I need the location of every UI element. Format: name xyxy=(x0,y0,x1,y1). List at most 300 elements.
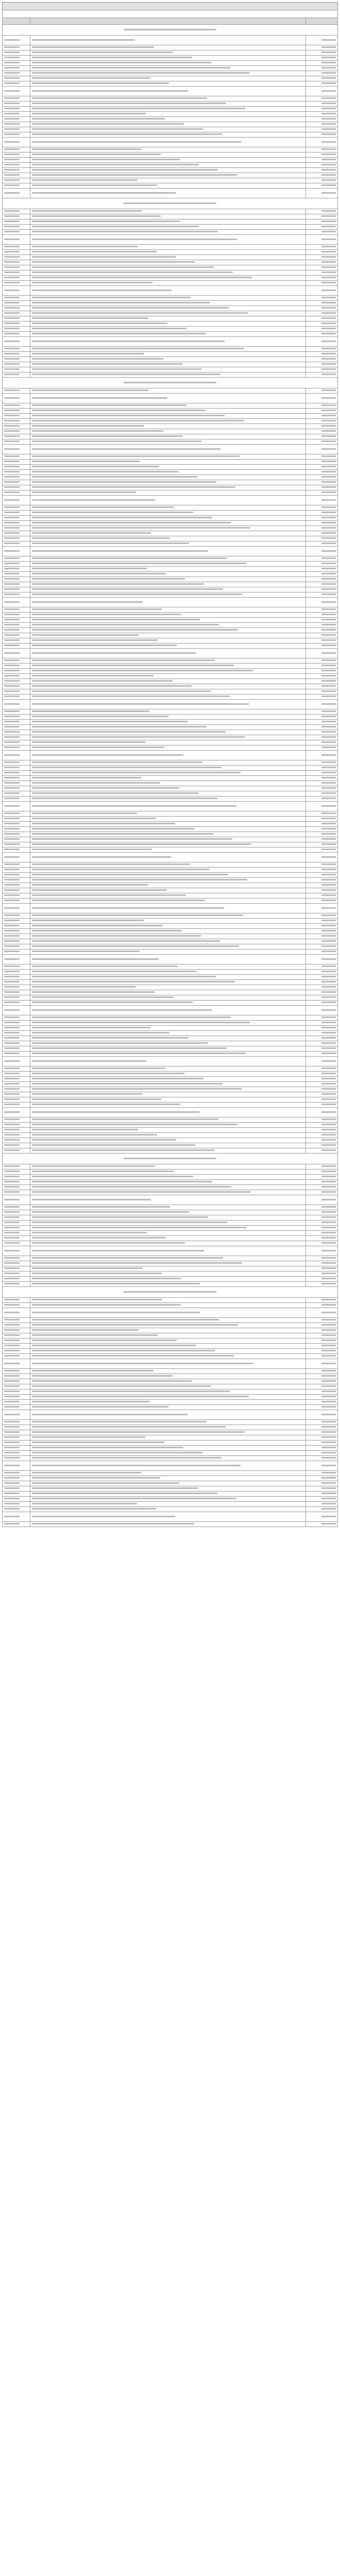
table-row xyxy=(3,178,338,183)
service-price xyxy=(306,434,338,439)
section-title xyxy=(3,25,338,36)
service-price xyxy=(306,1026,338,1031)
service-price xyxy=(306,1210,338,1215)
placeholder-text xyxy=(4,1312,20,1313)
service-code xyxy=(3,817,30,822)
service-price xyxy=(306,1507,338,1512)
placeholder-text xyxy=(4,696,20,697)
placeholder-text xyxy=(32,440,201,442)
placeholder-text xyxy=(321,1523,336,1524)
service-code xyxy=(3,332,30,337)
service-name xyxy=(30,36,306,45)
placeholder-text xyxy=(4,583,20,585)
placeholder-text xyxy=(32,1216,208,1218)
placeholder-text xyxy=(321,1047,336,1049)
placeholder-text xyxy=(321,645,336,646)
placeholder-text xyxy=(321,532,336,534)
table-row xyxy=(3,337,338,347)
table-row xyxy=(3,270,338,276)
table-row xyxy=(3,674,338,679)
placeholder-text xyxy=(321,179,336,181)
service-name xyxy=(30,760,306,766)
placeholder-text xyxy=(321,251,336,252)
placeholder-text xyxy=(4,221,20,222)
placeholder-text xyxy=(32,1144,195,1146)
placeholder-text xyxy=(32,404,186,406)
table-row xyxy=(3,613,338,618)
placeholder-text xyxy=(321,1216,336,1218)
service-code xyxy=(3,286,30,296)
table-row xyxy=(3,582,338,587)
placeholder-text xyxy=(4,72,20,74)
table-row xyxy=(3,1389,338,1395)
service-price xyxy=(306,316,338,321)
service-price xyxy=(306,822,338,827)
placeholder-text xyxy=(4,333,20,334)
service-price xyxy=(306,255,338,260)
service-price xyxy=(306,735,338,740)
service-price xyxy=(306,964,338,970)
service-code xyxy=(3,132,30,138)
service-name xyxy=(30,101,306,107)
placeholder-text xyxy=(32,1124,237,1125)
placeholder-text xyxy=(124,202,216,204)
service-price xyxy=(306,1123,338,1128)
placeholder-text xyxy=(32,1257,223,1259)
placeholder-text xyxy=(321,996,336,998)
service-price xyxy=(306,848,338,853)
table-row xyxy=(3,1072,338,1077)
service-price xyxy=(306,1241,338,1246)
service-price xyxy=(306,913,338,919)
placeholder-text xyxy=(321,103,336,104)
table-row xyxy=(3,409,338,414)
service-price xyxy=(306,1170,338,1175)
service-name xyxy=(30,1180,306,1185)
service-code xyxy=(3,496,30,505)
placeholder-text xyxy=(32,1334,158,1336)
placeholder-text xyxy=(321,1350,336,1351)
placeholder-text xyxy=(321,1442,336,1443)
service-price xyxy=(306,853,338,862)
placeholder-text xyxy=(32,1078,203,1079)
service-name xyxy=(30,1395,306,1400)
service-code xyxy=(3,1395,30,1400)
service-price xyxy=(306,107,338,112)
placeholder-text xyxy=(32,492,136,493)
service-code xyxy=(3,638,30,643)
service-price xyxy=(306,1190,338,1195)
placeholder-text xyxy=(321,1421,336,1422)
placeholder-text xyxy=(32,108,245,109)
table-row xyxy=(3,1221,338,1226)
placeholder-text xyxy=(321,1340,336,1341)
service-code xyxy=(3,1298,30,1303)
service-price xyxy=(306,1092,338,1097)
service-price xyxy=(306,511,338,516)
table-row xyxy=(3,1215,338,1221)
service-code xyxy=(3,388,30,394)
placeholder-text xyxy=(4,184,20,186)
service-price xyxy=(306,888,338,893)
service-code xyxy=(3,1215,30,1221)
service-price xyxy=(306,1231,338,1236)
service-code xyxy=(3,1164,30,1170)
placeholder-text xyxy=(321,1482,336,1484)
service-name xyxy=(30,50,306,56)
service-code xyxy=(3,56,30,61)
table-row xyxy=(3,485,338,490)
service-name xyxy=(30,1384,306,1389)
service-name xyxy=(30,337,306,347)
service-name xyxy=(30,541,306,547)
placeholder-text xyxy=(321,1186,336,1188)
service-name xyxy=(30,1435,306,1440)
service-price xyxy=(306,786,338,791)
service-price xyxy=(306,607,338,613)
placeholder-text xyxy=(4,614,20,615)
placeholder-text xyxy=(4,1447,20,1448)
placeholder-text xyxy=(4,1042,20,1044)
placeholder-text xyxy=(32,215,161,217)
service-name xyxy=(30,1502,306,1507)
placeholder-text xyxy=(32,1283,200,1284)
service-code xyxy=(3,1400,30,1405)
placeholder-text xyxy=(32,39,135,41)
placeholder-text xyxy=(32,991,155,993)
placeholder-text xyxy=(321,1104,336,1105)
placeholder-text xyxy=(32,1355,234,1357)
placeholder-text xyxy=(321,782,336,784)
table-row xyxy=(3,306,338,311)
placeholder-text xyxy=(32,624,219,625)
service-price xyxy=(306,1308,338,1318)
service-name xyxy=(30,526,306,531)
placeholder-text xyxy=(4,619,20,620)
service-price xyxy=(306,791,338,796)
service-code xyxy=(3,740,30,745)
service-price xyxy=(306,1021,338,1026)
service-price xyxy=(306,944,338,950)
table-row xyxy=(3,1175,338,1180)
table-row xyxy=(3,781,338,786)
service-price xyxy=(306,1384,338,1389)
service-code xyxy=(3,893,30,899)
placeholder-text xyxy=(4,290,20,291)
service-code xyxy=(3,281,30,286)
placeholder-text xyxy=(321,1129,336,1130)
service-code xyxy=(3,439,30,445)
placeholder-text xyxy=(4,1273,20,1274)
service-name xyxy=(30,1451,306,1456)
service-price xyxy=(306,152,338,158)
service-price xyxy=(306,1476,338,1481)
table-row xyxy=(3,1328,338,1333)
placeholder-text xyxy=(321,363,336,365)
placeholder-text xyxy=(32,1134,157,1136)
placeholder-text xyxy=(4,1401,20,1402)
placeholder-text xyxy=(32,499,155,501)
service-price xyxy=(306,623,338,628)
placeholder-text xyxy=(32,1426,226,1428)
placeholder-text xyxy=(321,128,336,130)
placeholder-text xyxy=(321,312,336,314)
service-name xyxy=(30,878,306,883)
service-price xyxy=(306,71,338,76)
table-row xyxy=(3,1210,338,1215)
service-price xyxy=(306,496,338,505)
table-row xyxy=(3,76,338,81)
service-price xyxy=(306,1277,338,1282)
service-price xyxy=(306,286,338,296)
placeholder-text xyxy=(321,1191,336,1193)
service-code xyxy=(3,485,30,490)
placeholder-text xyxy=(4,522,20,523)
placeholder-text xyxy=(32,174,237,176)
placeholder-text xyxy=(4,97,20,99)
service-name xyxy=(30,674,306,679)
service-code xyxy=(3,1190,30,1195)
placeholder-text xyxy=(321,731,336,733)
table-row xyxy=(3,919,338,924)
service-name xyxy=(30,862,306,868)
service-name xyxy=(30,1272,306,1277)
placeholder-text xyxy=(321,696,336,697)
table-row xyxy=(3,1021,338,1026)
service-name xyxy=(30,1298,306,1303)
placeholder-text xyxy=(321,282,336,283)
service-price xyxy=(306,1164,338,1170)
placeholder-text xyxy=(32,1391,230,1392)
placeholder-text xyxy=(321,703,336,705)
placeholder-text xyxy=(32,675,154,676)
price-table-body xyxy=(3,25,338,1527)
placeholder-text xyxy=(321,838,336,840)
table-row xyxy=(3,147,338,152)
placeholder-text xyxy=(321,812,336,814)
service-name xyxy=(30,950,306,955)
placeholder-text xyxy=(32,1324,238,1326)
placeholder-text xyxy=(4,246,20,247)
table-row xyxy=(3,929,338,934)
service-name xyxy=(30,970,306,975)
table-row xyxy=(3,1486,338,1492)
service-price xyxy=(306,214,338,219)
placeholder-text xyxy=(4,798,20,799)
service-price xyxy=(306,357,338,362)
service-code xyxy=(3,1072,30,1077)
placeholder-text xyxy=(321,991,336,993)
placeholder-text xyxy=(32,103,226,104)
service-name xyxy=(30,117,306,122)
service-code xyxy=(3,1379,30,1384)
service-price xyxy=(306,117,338,122)
service-price xyxy=(306,1435,338,1440)
placeholder-text xyxy=(4,879,20,880)
table-row xyxy=(3,725,338,730)
placeholder-text xyxy=(32,363,182,365)
placeholder-text xyxy=(32,965,178,967)
placeholder-text xyxy=(4,476,20,478)
service-name xyxy=(30,1148,306,1154)
service-name xyxy=(30,1123,306,1128)
placeholder-text xyxy=(32,317,148,319)
placeholder-text xyxy=(321,52,336,53)
service-name xyxy=(30,1210,306,1215)
placeholder-text xyxy=(32,323,167,324)
placeholder-text xyxy=(4,573,20,574)
placeholder-text xyxy=(32,1027,150,1028)
placeholder-text xyxy=(4,1118,20,1120)
service-price xyxy=(306,613,338,618)
table-row xyxy=(3,168,338,173)
section-header-row xyxy=(3,198,338,209)
placeholder-text xyxy=(4,192,20,194)
service-price xyxy=(306,270,338,276)
table-row xyxy=(3,1369,338,1374)
table-row xyxy=(3,694,338,700)
placeholder-text xyxy=(321,425,336,427)
placeholder-text xyxy=(4,1465,20,1466)
placeholder-text xyxy=(4,389,20,391)
placeholder-text xyxy=(321,772,336,773)
placeholder-text xyxy=(4,1340,20,1341)
placeholder-text xyxy=(4,1363,20,1364)
service-name xyxy=(30,327,306,332)
placeholder-text xyxy=(32,568,147,569)
placeholder-text xyxy=(4,1124,20,1125)
table-row xyxy=(3,873,338,878)
service-price xyxy=(306,929,338,934)
placeholder-text xyxy=(4,1237,20,1239)
placeholder-text xyxy=(321,639,336,641)
placeholder-text xyxy=(32,838,232,840)
table-row xyxy=(3,1103,338,1108)
service-code xyxy=(3,883,30,888)
placeholder-text xyxy=(4,981,20,982)
placeholder-text xyxy=(321,1067,336,1069)
placeholder-text xyxy=(321,435,336,437)
service-price xyxy=(306,1512,338,1522)
placeholder-text xyxy=(4,1304,20,1306)
service-code xyxy=(3,888,30,893)
placeholder-text xyxy=(321,624,336,625)
placeholder-text xyxy=(4,215,20,217)
placeholder-text xyxy=(4,930,20,931)
service-name xyxy=(30,791,306,796)
placeholder-text xyxy=(321,184,336,186)
service-name xyxy=(30,388,306,394)
service-price xyxy=(306,1344,338,1349)
service-code xyxy=(3,347,30,352)
service-name xyxy=(30,265,306,270)
service-name xyxy=(30,357,306,362)
service-price xyxy=(306,168,338,173)
service-price xyxy=(306,327,338,332)
placeholder-text xyxy=(32,741,145,743)
placeholder-text xyxy=(32,57,192,58)
service-name xyxy=(30,1374,306,1379)
table-row xyxy=(3,970,338,975)
service-price xyxy=(306,643,338,649)
placeholder-text xyxy=(4,57,20,58)
service-code xyxy=(3,832,30,837)
placeholder-text xyxy=(4,430,20,432)
service-code xyxy=(3,980,30,985)
placeholder-text xyxy=(321,277,336,278)
table-row xyxy=(3,628,338,633)
service-name xyxy=(30,1400,306,1405)
service-code xyxy=(3,189,30,198)
service-name xyxy=(30,1369,306,1374)
placeholder-text xyxy=(321,62,336,63)
service-price xyxy=(306,720,338,725)
placeholder-text xyxy=(321,1134,336,1136)
placeholder-text xyxy=(32,925,163,926)
service-code xyxy=(3,1389,30,1395)
placeholder-text xyxy=(32,302,210,303)
placeholder-text xyxy=(321,302,336,303)
placeholder-text xyxy=(32,849,152,850)
placeholder-text xyxy=(32,594,242,595)
placeholder-text xyxy=(32,747,164,748)
service-name xyxy=(30,332,306,337)
placeholder-text xyxy=(321,685,336,687)
service-name xyxy=(30,270,306,276)
service-price xyxy=(306,1389,338,1395)
service-name xyxy=(30,1221,306,1226)
placeholder-text xyxy=(321,486,336,488)
service-name xyxy=(30,1497,306,1502)
placeholder-text xyxy=(32,680,173,682)
placeholder-text xyxy=(4,1083,20,1084)
service-price xyxy=(306,219,338,225)
placeholder-text xyxy=(4,1421,20,1422)
service-code xyxy=(3,598,30,607)
table-row xyxy=(3,516,338,521)
placeholder-text xyxy=(32,716,168,717)
table-row xyxy=(3,740,338,745)
service-code xyxy=(3,357,30,362)
table-row xyxy=(3,633,338,638)
service-name xyxy=(30,1031,306,1036)
service-name xyxy=(30,1303,306,1308)
placeholder-text xyxy=(4,1257,20,1259)
service-code xyxy=(3,66,30,71)
placeholder-text xyxy=(321,777,336,778)
service-name xyxy=(30,362,306,367)
service-price xyxy=(306,919,338,924)
service-code xyxy=(3,1272,30,1277)
placeholder-text xyxy=(32,1304,181,1306)
placeholder-text xyxy=(321,594,336,595)
table-row xyxy=(3,281,338,286)
service-code xyxy=(3,811,30,817)
table-row xyxy=(3,61,338,66)
service-price xyxy=(306,760,338,766)
placeholder-text xyxy=(321,856,336,858)
table-row xyxy=(3,1205,338,1210)
placeholder-text xyxy=(4,466,20,467)
service-price xyxy=(306,475,338,480)
placeholder-text xyxy=(4,991,20,993)
placeholder-text xyxy=(32,996,174,998)
table-row xyxy=(3,786,338,791)
service-code xyxy=(3,138,30,147)
service-name xyxy=(30,1046,306,1052)
service-name xyxy=(30,868,306,873)
table-row xyxy=(3,658,338,664)
